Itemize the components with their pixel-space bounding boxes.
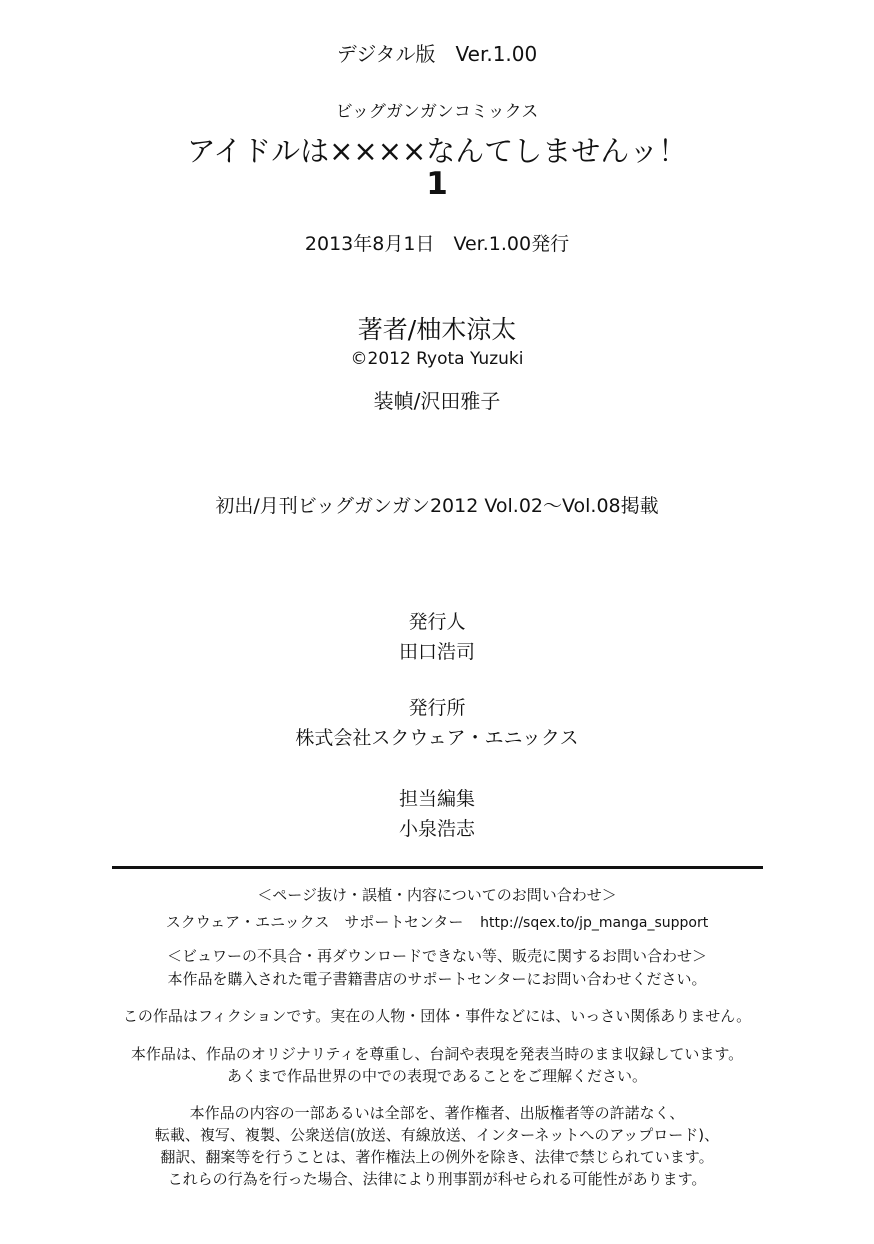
originality-line-1: 本作品は、作品のオリジナリティを尊重し、台詞や表現を発表当時のまま収録しています。: [130, 1045, 744, 1063]
rights-line-2: 転載、複写、複製、公衆送信(放送、有線放送、インターネットへのアップロード)、: [154, 1126, 720, 1144]
divider: [112, 866, 763, 869]
rights-line-3: 翻訳、翻案等を行うことは、著作権法上の例外を除き、法律で禁じられています。: [160, 1148, 714, 1166]
editor-label: 担当編集: [398, 788, 475, 810]
office-label: 発行所: [408, 697, 466, 719]
edition-version: デジタル版 Ver.1.00: [336, 42, 538, 66]
fiction-notice: この作品はフィクションです。実在の人物・団体・事件などには、いっさい関係ありません。: [122, 1007, 752, 1025]
book-title: アイドルは××××なんてしませんッ！: [186, 134, 688, 168]
support-url-link[interactable]: http://sqex.to/jp_manga_support: [480, 915, 709, 931]
rights-line-4: これらの行為を行った場合、法律により刑事罰が科せられる可能性があります。: [167, 1170, 707, 1188]
viewer-text: 本作品を購入された電子書籍書店のサポートセンターにお問い合わせください。: [167, 970, 707, 988]
publisher-name: 田口浩司: [398, 641, 475, 663]
release-date: 2013年8月1日 Ver.1.00発行: [304, 233, 570, 255]
first-published: 初出/月刊ビッグガンガン2012 Vol.02～Vol.08掲載: [215, 495, 659, 517]
inquiry-heading: ＜ページ抜け・誤植・内容についてのお問い合わせ＞: [257, 886, 617, 904]
publisher-label: 発行人: [408, 611, 466, 633]
comics-label: ビッグガンガンコミックス: [335, 102, 539, 122]
office-name: 株式会社スクウェア・エニックス: [295, 727, 579, 749]
viewer-heading: ＜ビュワーの不具合・再ダウンロードできない等、販売に関するお問い合わせ＞: [166, 947, 707, 965]
editor-name: 小泉浩志: [398, 818, 475, 840]
support-center-name: スクウェア・エニックス サポートセンター: [165, 913, 464, 931]
volume-number: 1: [426, 166, 448, 202]
copyright: ©2012 Ryota Yuzuki: [350, 349, 524, 369]
originality-line-2: あくまで作品世界の中での表現であることをご理解ください。: [226, 1067, 647, 1085]
author-credit: 著者/柚木涼太: [357, 315, 517, 344]
support-center: [0, 911, 874, 932]
rights-line-1: 本作品の内容の一部あるいは全部を、著作権者、出版権者等の許諾なく、: [189, 1104, 685, 1122]
design-credit: 装幀/沢田雅子: [373, 389, 501, 413]
